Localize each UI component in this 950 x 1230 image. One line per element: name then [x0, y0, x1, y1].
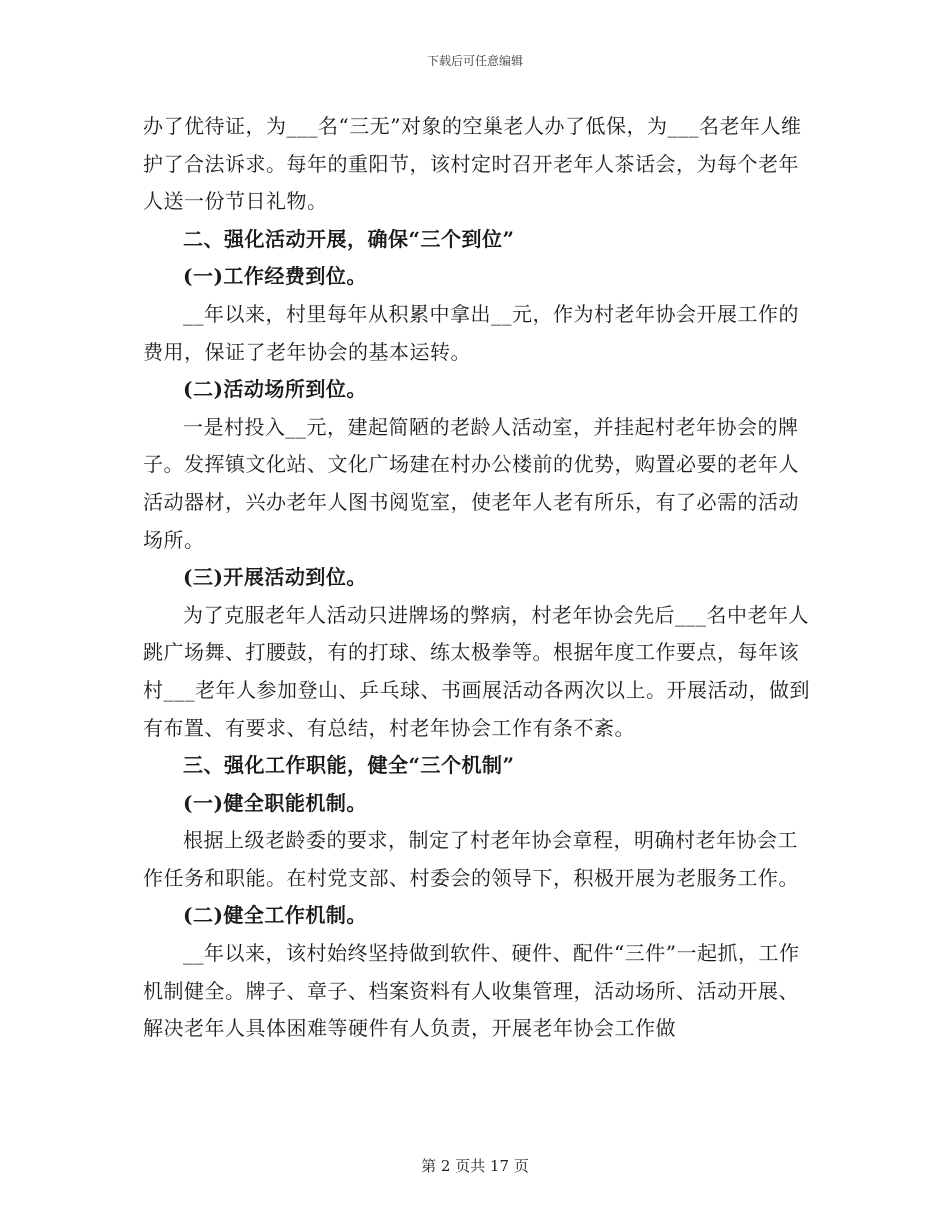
page-header: 下载后可任意编辑 [426, 54, 523, 68]
paragraph: __年以来，该村始终坚持做到软件、硬件、配件“三件”一起抓，工作机制健全。牌子、章子、档案资料有人收集管理，活动场所、活动开展、解决老年人具体困难等硬件有人负责，开展老年协会工作做 [143, 941, 800, 1041]
paragraph: __年以来，村里每年从积累中拿出__元，作为村老年协会开展工作的费用，保证了老年协会的基本运转。 [143, 301, 799, 364]
subsection-heading: (一)工作经费到位。 [183, 264, 367, 289]
subsection-heading: (一)健全职能机制。 [183, 790, 367, 815]
paragraph: 办了优待证，为___名“三无”对象的空巢老人办了低保，为___名老年人维护了合法诉求。每年的重阳节，该村定时召开老年人茶话会，为每个老年人送一份节日礼物。 [143, 114, 802, 214]
section-heading: 二、强化活动开展，确保“三个到位” [183, 226, 515, 251]
subsection-heading: (三)开展活动到位。 [183, 565, 367, 590]
paragraph: 一是村投入__元，建起简陋的老龄人活动室，并挂起村老年协会的牌子。发挥镇文化站、文化广场建在村办公楼前的优势，购置必要的老年人活动器材，兴办老年人图书阅览室，使老年人老有所乐，有了必需的活动场所。 [143, 414, 799, 552]
paragraph: 为了克服老年人活动只进牌场的弊病，村老年协会先后___名中老年人跳广场舞、打腰鼓，有的打球、练太极拳等。根据年度工作要点，每年该村___老年人参加登山、乒乓球、书画展活动各两次以上。开展活动，做到有布置、有要求、有总结，村老年协会工作有条不紊。 [143, 602, 810, 740]
page-number: 第 2 页共 17 页 [421, 1157, 529, 1175]
subsection-heading: (二)健全工作机制。 [183, 903, 367, 928]
subsection-heading: (二)活动场所到位。 [183, 377, 367, 402]
document-body [143, 108, 811, 1048]
section-heading: 三、强化工作职能，健全“三个机制” [183, 753, 515, 778]
paragraph: 根据上级老龄委的要求，制定了村老年协会章程，明确村老年协会工作任务和职能。在村党支部、村委会的领导下，积极开展为老服务工作。 [143, 828, 799, 890]
